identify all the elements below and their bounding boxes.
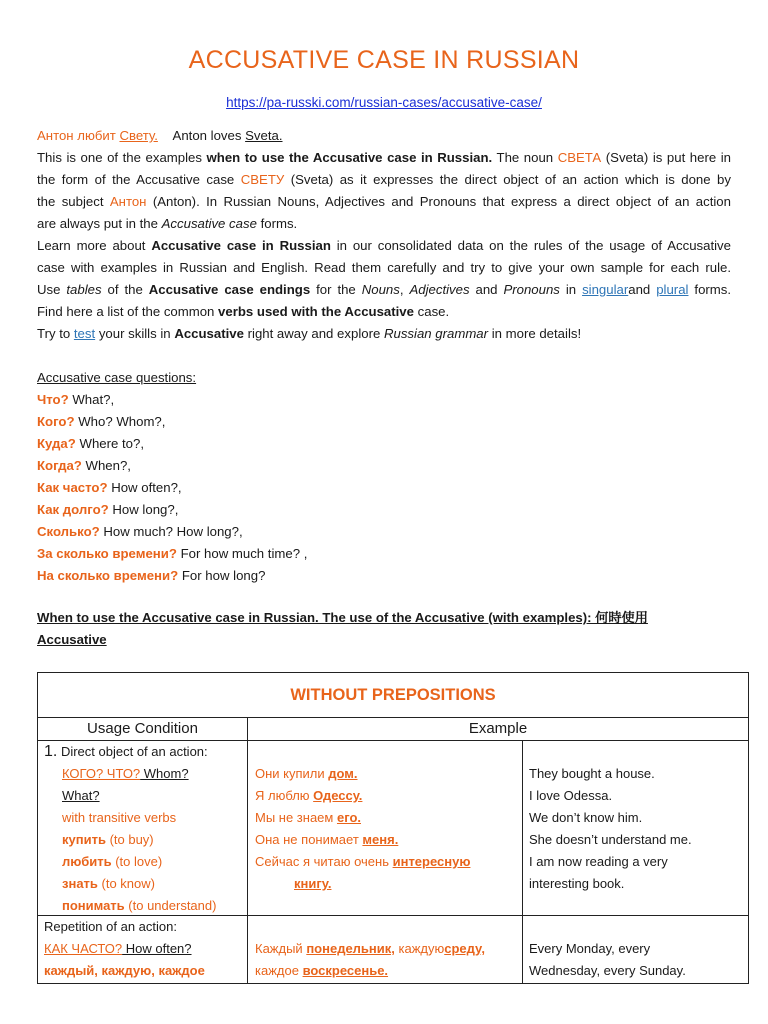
- question-item: [37, 521, 731, 543]
- en-example: We don’t know him.: [529, 810, 643, 825]
- row2-question-en: How often?: [122, 941, 192, 956]
- question-item: [37, 477, 731, 499]
- verb-en: (to love): [111, 854, 163, 869]
- paragraph-text: The noun: [492, 150, 558, 165]
- question-en: How much? How long?,: [99, 524, 243, 539]
- row2-question-ru: КАК ЧАСТО?: [44, 941, 123, 956]
- ru-example-object: дом.: [328, 766, 358, 781]
- ru-example-object: Одессу.: [313, 788, 363, 803]
- en-example: I am now reading a very: [529, 854, 668, 869]
- verb-ru: любить: [62, 854, 112, 869]
- question-ru: Что?: [37, 392, 69, 407]
- highlight-word: СВЕТУ: [240, 172, 285, 187]
- source-link[interactable]: https://pa-russki.com/russian-cases/accusative-case/: [226, 95, 542, 110]
- row2-ru-line1: [255, 938, 485, 960]
- question-en: For how much time? ,: [176, 546, 308, 561]
- question-item: [37, 565, 731, 587]
- ru-example-text: Сейчас я читаю очень: [255, 854, 393, 869]
- highlight-word: СВЕТА: [557, 150, 602, 165]
- paragraph-text: Accusative case in Russian: [151, 238, 331, 253]
- paragraph-text: case.: [413, 304, 450, 319]
- question-item: [37, 543, 731, 565]
- paragraph-text: the subject: [37, 194, 110, 209]
- row2-question: [44, 938, 192, 960]
- row1-question-en2: What?: [62, 788, 100, 803]
- question-ru: Когда?: [37, 458, 82, 473]
- ru-example: [255, 763, 358, 785]
- paragraph-text: of the: [101, 282, 149, 297]
- paragraph-text: in: [559, 282, 583, 297]
- verb-ru: понимать: [62, 898, 125, 913]
- question-item: [37, 411, 731, 433]
- paragraph-text: the form of the Accusative case: [37, 172, 241, 187]
- question-ru: Куда?: [37, 436, 76, 451]
- paragraph-text: case with examples in Russian and English. Read them carefully and try to give your own sample for each rule.: [37, 260, 731, 275]
- question-en: How often?,: [107, 480, 182, 495]
- row1-number: 1.: [44, 743, 58, 760]
- intro-paragraph-line: [37, 191, 731, 213]
- ru-example-text: Мы не знаем: [255, 810, 337, 825]
- paragraph-text: in more details!: [488, 326, 582, 341]
- question-ru: За сколько времени?: [37, 546, 177, 561]
- usage-table: [37, 672, 749, 984]
- paragraph-text: tables: [66, 282, 102, 297]
- paragraph-text: when to use the Accusative case in Russian.: [206, 150, 493, 165]
- example-en: Anton loves: [172, 128, 246, 143]
- ru-example: [255, 851, 470, 873]
- question-item: [37, 455, 731, 477]
- question-en: For how long?: [178, 568, 266, 583]
- row2-en-line2: Wednesday, every Sunday.: [529, 963, 686, 978]
- intro-paragraph-line: [37, 301, 731, 323]
- ru-example-text: Я люблю: [255, 788, 314, 803]
- question-en: Where to?,: [75, 436, 144, 451]
- question-en: How long?,: [108, 502, 179, 517]
- paragraph-text: and: [469, 282, 504, 297]
- paragraph-text: for the: [310, 282, 362, 297]
- example-ru-object: Свету.: [119, 128, 158, 143]
- question-ru: Как долго?: [37, 502, 109, 517]
- ru-example-text: Она не понимает: [255, 832, 363, 847]
- ru-example: [255, 829, 398, 851]
- paragraph-text: Nouns: [361, 282, 400, 297]
- row2-ru-text: каждую: [394, 941, 445, 956]
- paragraph-text: ,: [399, 282, 410, 297]
- paragraph-text: Try to: [37, 326, 74, 341]
- paragraph-text: Use: [37, 282, 67, 297]
- intro-paragraph-line: [37, 279, 731, 301]
- row2-en-line1: Every Monday, every: [529, 941, 651, 956]
- paragraph-text: in our consolidated data on the rules of the usage of Accusative: [330, 238, 731, 253]
- verb-item: [62, 895, 216, 917]
- ru-example-object: книгу.: [294, 876, 332, 891]
- paragraph-text: forms.: [256, 216, 298, 231]
- paragraph-text: your skills in: [95, 326, 175, 341]
- question-en: Who? Whom?,: [74, 414, 166, 429]
- page-title: ACCUSATIVE CASE IN RUSSIAN: [188, 46, 580, 74]
- row1-question: [62, 763, 189, 785]
- paragraph-text: Adjectives: [409, 282, 470, 297]
- ru-example: [294, 873, 331, 895]
- source-url: [0, 95, 768, 110]
- question-ru: На сколько времени?: [37, 568, 179, 583]
- inline-link[interactable]: plural: [656, 282, 689, 297]
- verb-en: (to buy): [105, 832, 154, 847]
- paragraph-text: Pronouns: [503, 282, 560, 297]
- intro-example: [37, 125, 731, 147]
- paragraph-text: Accusative: [174, 326, 244, 341]
- paragraph-text: verbs used with the Accusative: [218, 304, 414, 319]
- intro-paragraph-line: [37, 147, 731, 169]
- question-item: [37, 433, 731, 455]
- question-en: When?,: [81, 458, 131, 473]
- ru-example-object: меня.: [362, 832, 399, 847]
- row2-ru-word: среду,: [444, 941, 485, 956]
- row2-ru-word: понедельник,: [306, 941, 395, 956]
- ru-example-text: Они купили: [255, 766, 329, 781]
- en-example: She doesn’t understand me.: [529, 832, 692, 847]
- paragraph-text: This is one of the examples: [37, 150, 207, 165]
- paragraph-text: are always put in the: [37, 216, 162, 231]
- row2-ru-word: воскресенье.: [302, 963, 389, 978]
- row2-title: Repetition of an action:: [44, 919, 177, 934]
- inline-link[interactable]: singular: [582, 282, 629, 297]
- usage-heading-cont: Accusative: [37, 632, 107, 647]
- intro-paragraph-line: [37, 169, 731, 191]
- table-section-title: WITHOUT PREPOSITIONS: [290, 686, 496, 704]
- verb-en: (to understand): [124, 898, 217, 913]
- example-en-object: Sveta.: [245, 128, 283, 143]
- en-example: They bought a house.: [529, 766, 655, 781]
- verb-item: [62, 829, 154, 851]
- en-example: I love Odessa.: [529, 788, 613, 803]
- usage-heading: When to use the Accusative case in Russian. The use of the Accusative (with examples): 何時使用: [37, 610, 648, 625]
- highlight-word: Антон: [109, 194, 147, 209]
- verb-en: (to know): [97, 876, 155, 891]
- paragraph-text: and: [628, 282, 657, 297]
- verb-ru: знать: [62, 876, 98, 891]
- intro-paragraph-line: [37, 235, 731, 257]
- paragraph-text: forms.: [688, 282, 732, 297]
- verb-ru: купить: [62, 832, 106, 847]
- paragraph-text: Russian grammar: [383, 326, 489, 341]
- row1-title: [44, 741, 208, 763]
- question-ru: Сколько?: [37, 524, 100, 539]
- paragraph-text: (Sveta) as it expresses the direct object of an action which is done by: [284, 172, 731, 187]
- col-header-example: Example: [468, 720, 528, 737]
- row1-question-ru: КОГО? ЧТО?: [62, 766, 141, 781]
- inline-link[interactable]: test: [73, 326, 96, 341]
- verb-item: [62, 873, 155, 895]
- row2-forms: каждый, каждую, каждое: [44, 963, 205, 978]
- row1-title-text: Direct object of an action:: [57, 744, 208, 759]
- questions-heading: Accusative case questions:: [37, 370, 197, 385]
- paragraph-text: (Sveta) is put here in: [601, 150, 731, 165]
- question-en: What?,: [68, 392, 115, 407]
- intro-paragraph-line: [37, 213, 731, 235]
- paragraph-text: Accusative case endings: [148, 282, 311, 297]
- ru-example-object: его.: [336, 810, 361, 825]
- question-item: [37, 389, 731, 411]
- verb-item: [62, 851, 162, 873]
- intro-paragraph-line: [37, 257, 731, 279]
- example-ru: Антон любит: [37, 128, 120, 143]
- paragraph-text: (Anton). In Russian Nouns, Adjectives and Pronouns that express a direct object of an action: [146, 194, 731, 209]
- col-header-condition: Usage Condition: [87, 720, 198, 737]
- en-example: interesting book.: [529, 876, 625, 891]
- paragraph-text: Find here a list of the common: [37, 304, 219, 319]
- ru-example-object: интересную: [392, 854, 471, 869]
- row2-ru-line2: [255, 960, 388, 982]
- question-ru: Как часто?: [37, 480, 108, 495]
- ru-example: [255, 807, 361, 829]
- question-item: [37, 499, 731, 521]
- paragraph-text: Accusative case: [161, 216, 257, 231]
- question-ru: Кого?: [37, 414, 75, 429]
- row2-ru-text: каждое: [255, 963, 303, 978]
- ru-example: [255, 785, 362, 807]
- row1-question-en: Whom?: [140, 766, 189, 781]
- row1-note: with transitive verbs: [62, 810, 177, 825]
- intro-paragraph-line: [37, 323, 731, 345]
- paragraph-text: Learn more about: [37, 238, 152, 253]
- row2-ru-text: Каждый: [255, 941, 307, 956]
- paragraph-text: right away and explore: [243, 326, 384, 341]
